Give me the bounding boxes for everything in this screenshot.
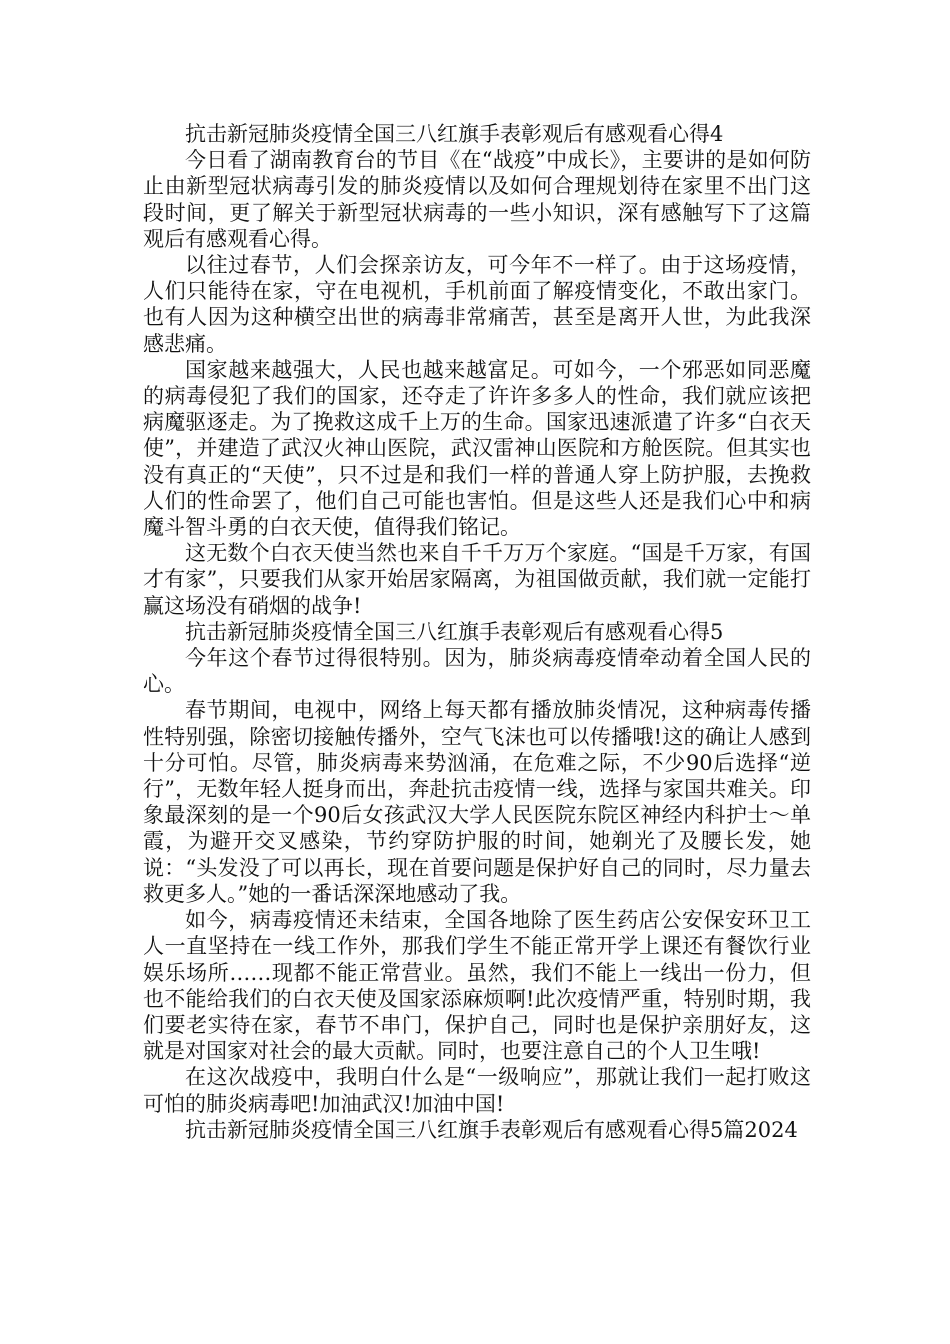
section-5-paragraph-1: 今年这个春节过得很特别。因为，肺炎病毒疫情牵动着全国人民的心。 [143, 646, 811, 697]
section-4-paragraph-4: 这无数个白衣天使当然也来自千千万万个家庭。“国是千万家，有国才有家”，只要我们从家开始居家隔离，为祖国做贡献，我们就一定能打赢这场没有硝烟的战争! [143, 541, 811, 618]
section-5-title: 抗击新冠肺炎疫情全国三八红旗手表彰观后有感观看心得5 [185, 619, 724, 644]
section-4-paragraph-2: 以往过春节，人们会探亲访友，可今年不一样了。由于这场疫情，人们只能待在家，守在电视机，手机前面了解疫情变化，不敢出家门。也有人因为这种横空出世的病毒非常痛苦，甚至是离开人世，为此我深感悲痛。 [143, 253, 811, 356]
document-page [143, 121, 811, 1143]
section-4-paragraph-3: 国家越来越强大，人民也越来越富足。可如今，一个邪恶如同恶魔的病毒侵犯了我们的国家，还夺走了许许多多人的性命，我们就应该把病魔驱逐走。为了挽救这成千上万的生命。国家迅速派遣了许多“白衣天使”，并建造了武汉火神山医院，武汉雷神山医院和方舱医院。但其实也没有真正的“天使”，只不过是和我们一样的普通人穿上防护服，去挽救人们的性命罢了，他们自己可能也害怕。但是这些人还是我们心中和病魔斗智斗勇的白衣天使，值得我们铭记。 [143, 357, 811, 540]
section-4-paragraph-1: 今日看了湖南教育台的节目《在“战疫”中成长》，主要讲的是如何防止由新型冠状病毒引发的肺炎疫情以及如何合理规划待在家里不出门这段时间，更了解关于新型冠状病毒的一些小知识，深有感触写下了这篇观后有感观看心得。 [143, 148, 811, 251]
section-4-title: 抗击新冠肺炎疫情全国三八红旗手表彰观后有感观看心得4 [185, 122, 724, 146]
section-5-paragraph-4: 在这次战疫中，我明白什么是“一级响应”，那就让我们一起打败这可怕的肺炎病毒吧!加油武汉!加油中国! [143, 1065, 811, 1116]
closing-title: 抗击新冠肺炎疫情全国三八红旗手表彰观后有感观看心得5篇2024 [185, 1117, 798, 1142]
section-5-paragraph-2: 春节期间，电视中，网络上每天都有播放肺炎情况，这种病毒传播性特别强，除密切接触传播外，空气飞沫也可以传播哦!这的确让人感到十分可怕。尽管，肺炎病毒来势汹涌，在危难之际，不少90后选择“逆行”，无数年轻人挺身而出，奔赴抗击疫情一线，选择与家国共难关。印象最深刻的是一个90后女孩武汉大学人民医院东院区神经内科护士～单霞，为避开交叉感染，节约穿防护服的时间，她剃光了及腰长发，她说：“头发没了可以再长，现在首要问题是保护好自己的同时，尽力量去救更多人。”她的一番话深深地感动了我。 [143, 698, 811, 906]
section-5-paragraph-3: 如今，病毒疫情还未结束，全国各地除了医生药店公安保安环卫工人一直坚持在一线工作外，那我们学生不能正常开学上课还有餐饮行业娱乐场所……现都不能正常营业。虽然，我们不能上一线出一份力，但也不能给我们的白衣天使及国家添麻烦啊!此次疫情严重，特别时期，我们要老实待在家，春节不串门，保护自己，同时也是保护亲朋好友，这就是对国家对社会的最大贡献。同时，也要注意自己的个人卫生哦! [143, 908, 811, 1064]
